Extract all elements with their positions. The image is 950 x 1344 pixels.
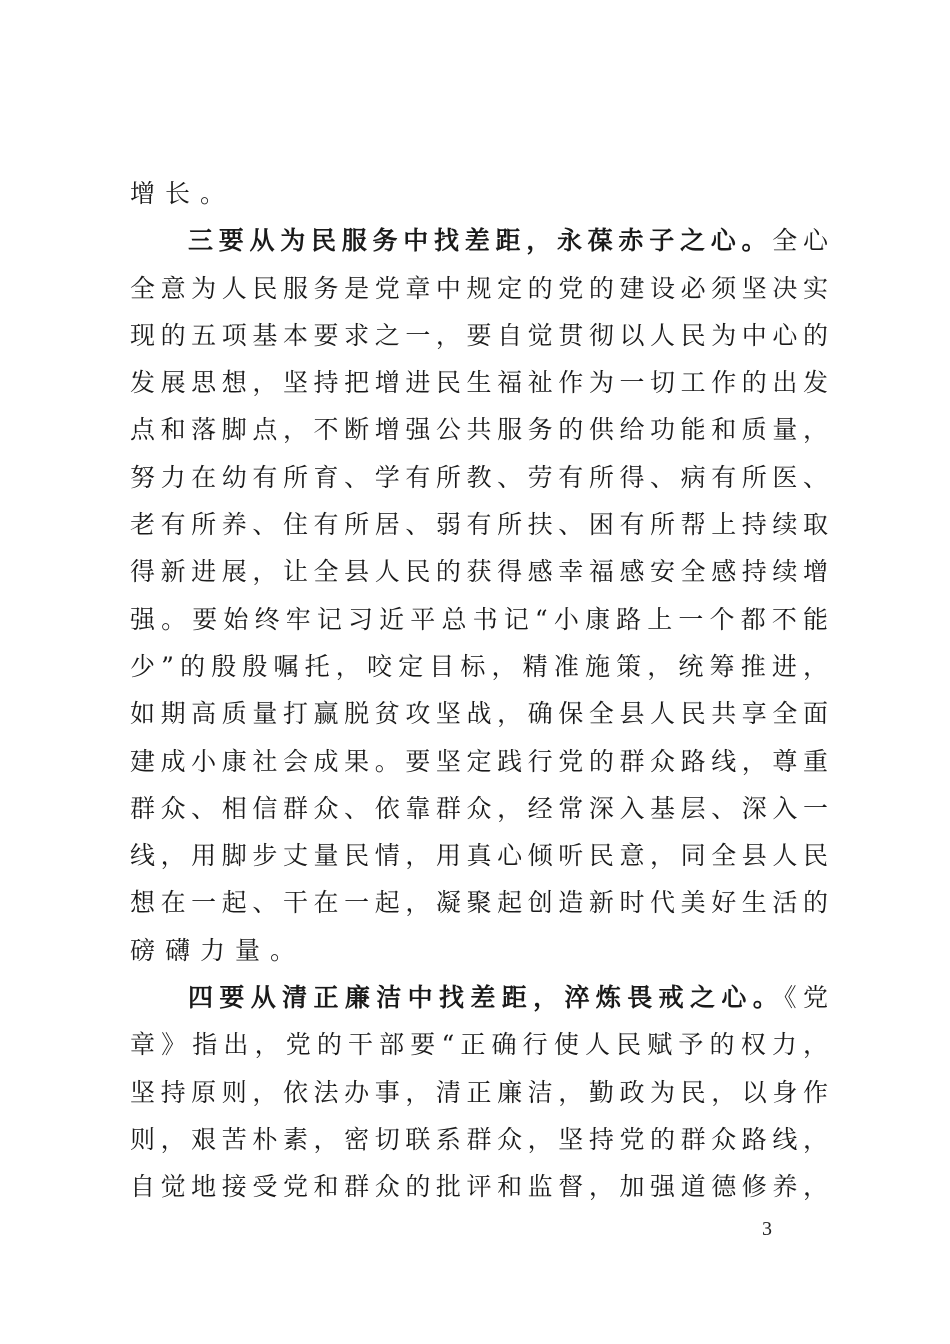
page-number: 3 — [762, 1218, 772, 1240]
text-line: 增长。 — [130, 179, 236, 208]
section-3-first-line — [130, 217, 828, 264]
text-line: 全意为人民服务是党章中规定的党的建设必须坚决实 — [130, 273, 828, 303]
text-line: 线，用脚步丈量民情，用真心倾听民意，同全县人民 — [130, 841, 828, 871]
text-line: 点和落脚点，不断增强公共服务的供给功能和质量， — [130, 415, 828, 445]
text-line: 磅礴力量。 — [130, 935, 306, 965]
section-4-heading: 四要从清正廉洁中找差距，淬炼畏戒之心。 — [188, 983, 785, 1013]
text-line: 少”的殷殷嘱托，咬定目标，精准施策，统筹推进， — [130, 651, 828, 681]
text-line: 自觉地接受党和群众的批评和监督，加强道德修养， — [130, 1172, 828, 1202]
text-line: 得新进展，让全县人民的获得感幸福感安全感持续增 — [130, 557, 828, 587]
text-line: 老有所养、住有所居、弱有所扶、困有所帮上持续取 — [130, 510, 828, 540]
text-line: 现的五项基本要求之一，要自觉贯彻以人民为中心的 — [130, 320, 828, 350]
text-line: 努力在幼有所育、学有所教、劳有所得、病有所医、 — [130, 462, 828, 492]
text-line: 如期高质量打赢脱贫攻坚战，确保全县人民共享全面 — [130, 699, 828, 729]
text-line: 则，艰苦朴素，密切联系群众，坚持党的群众路线， — [130, 1124, 828, 1154]
text-line: 强。要始终牢记习近平总书记“小康路上一个都不能 — [130, 604, 828, 634]
text-line: 想在一起、干在一起，凝聚起创造新时代美好生活的 — [130, 888, 828, 918]
section-4-lead-text: 《党 — [784, 983, 828, 1013]
text-line: 坚持原则，依法办事，清正廉洁，勤政为民，以身作 — [130, 1077, 828, 1107]
text-line: 发展思想，坚持把增进民生福祉作为一切工作的出发 — [130, 368, 828, 398]
text-line: 建成小康社会成果。要坚定践行党的群众路线，尊重 — [130, 746, 828, 776]
document-body — [130, 170, 828, 1211]
section-3-lead-text: 全心 — [772, 226, 828, 256]
section-3-heading: 三要从为民服务中找差距，永葆赤子之心。 — [188, 226, 773, 256]
text-line: 群众、相信群众、依靠群众，经常深入基层、深入一 — [130, 793, 828, 823]
section-4-first-line — [130, 974, 828, 1021]
text-line: 章》指出，党的干部要“正确行使人民赋予的权力， — [130, 1030, 828, 1060]
